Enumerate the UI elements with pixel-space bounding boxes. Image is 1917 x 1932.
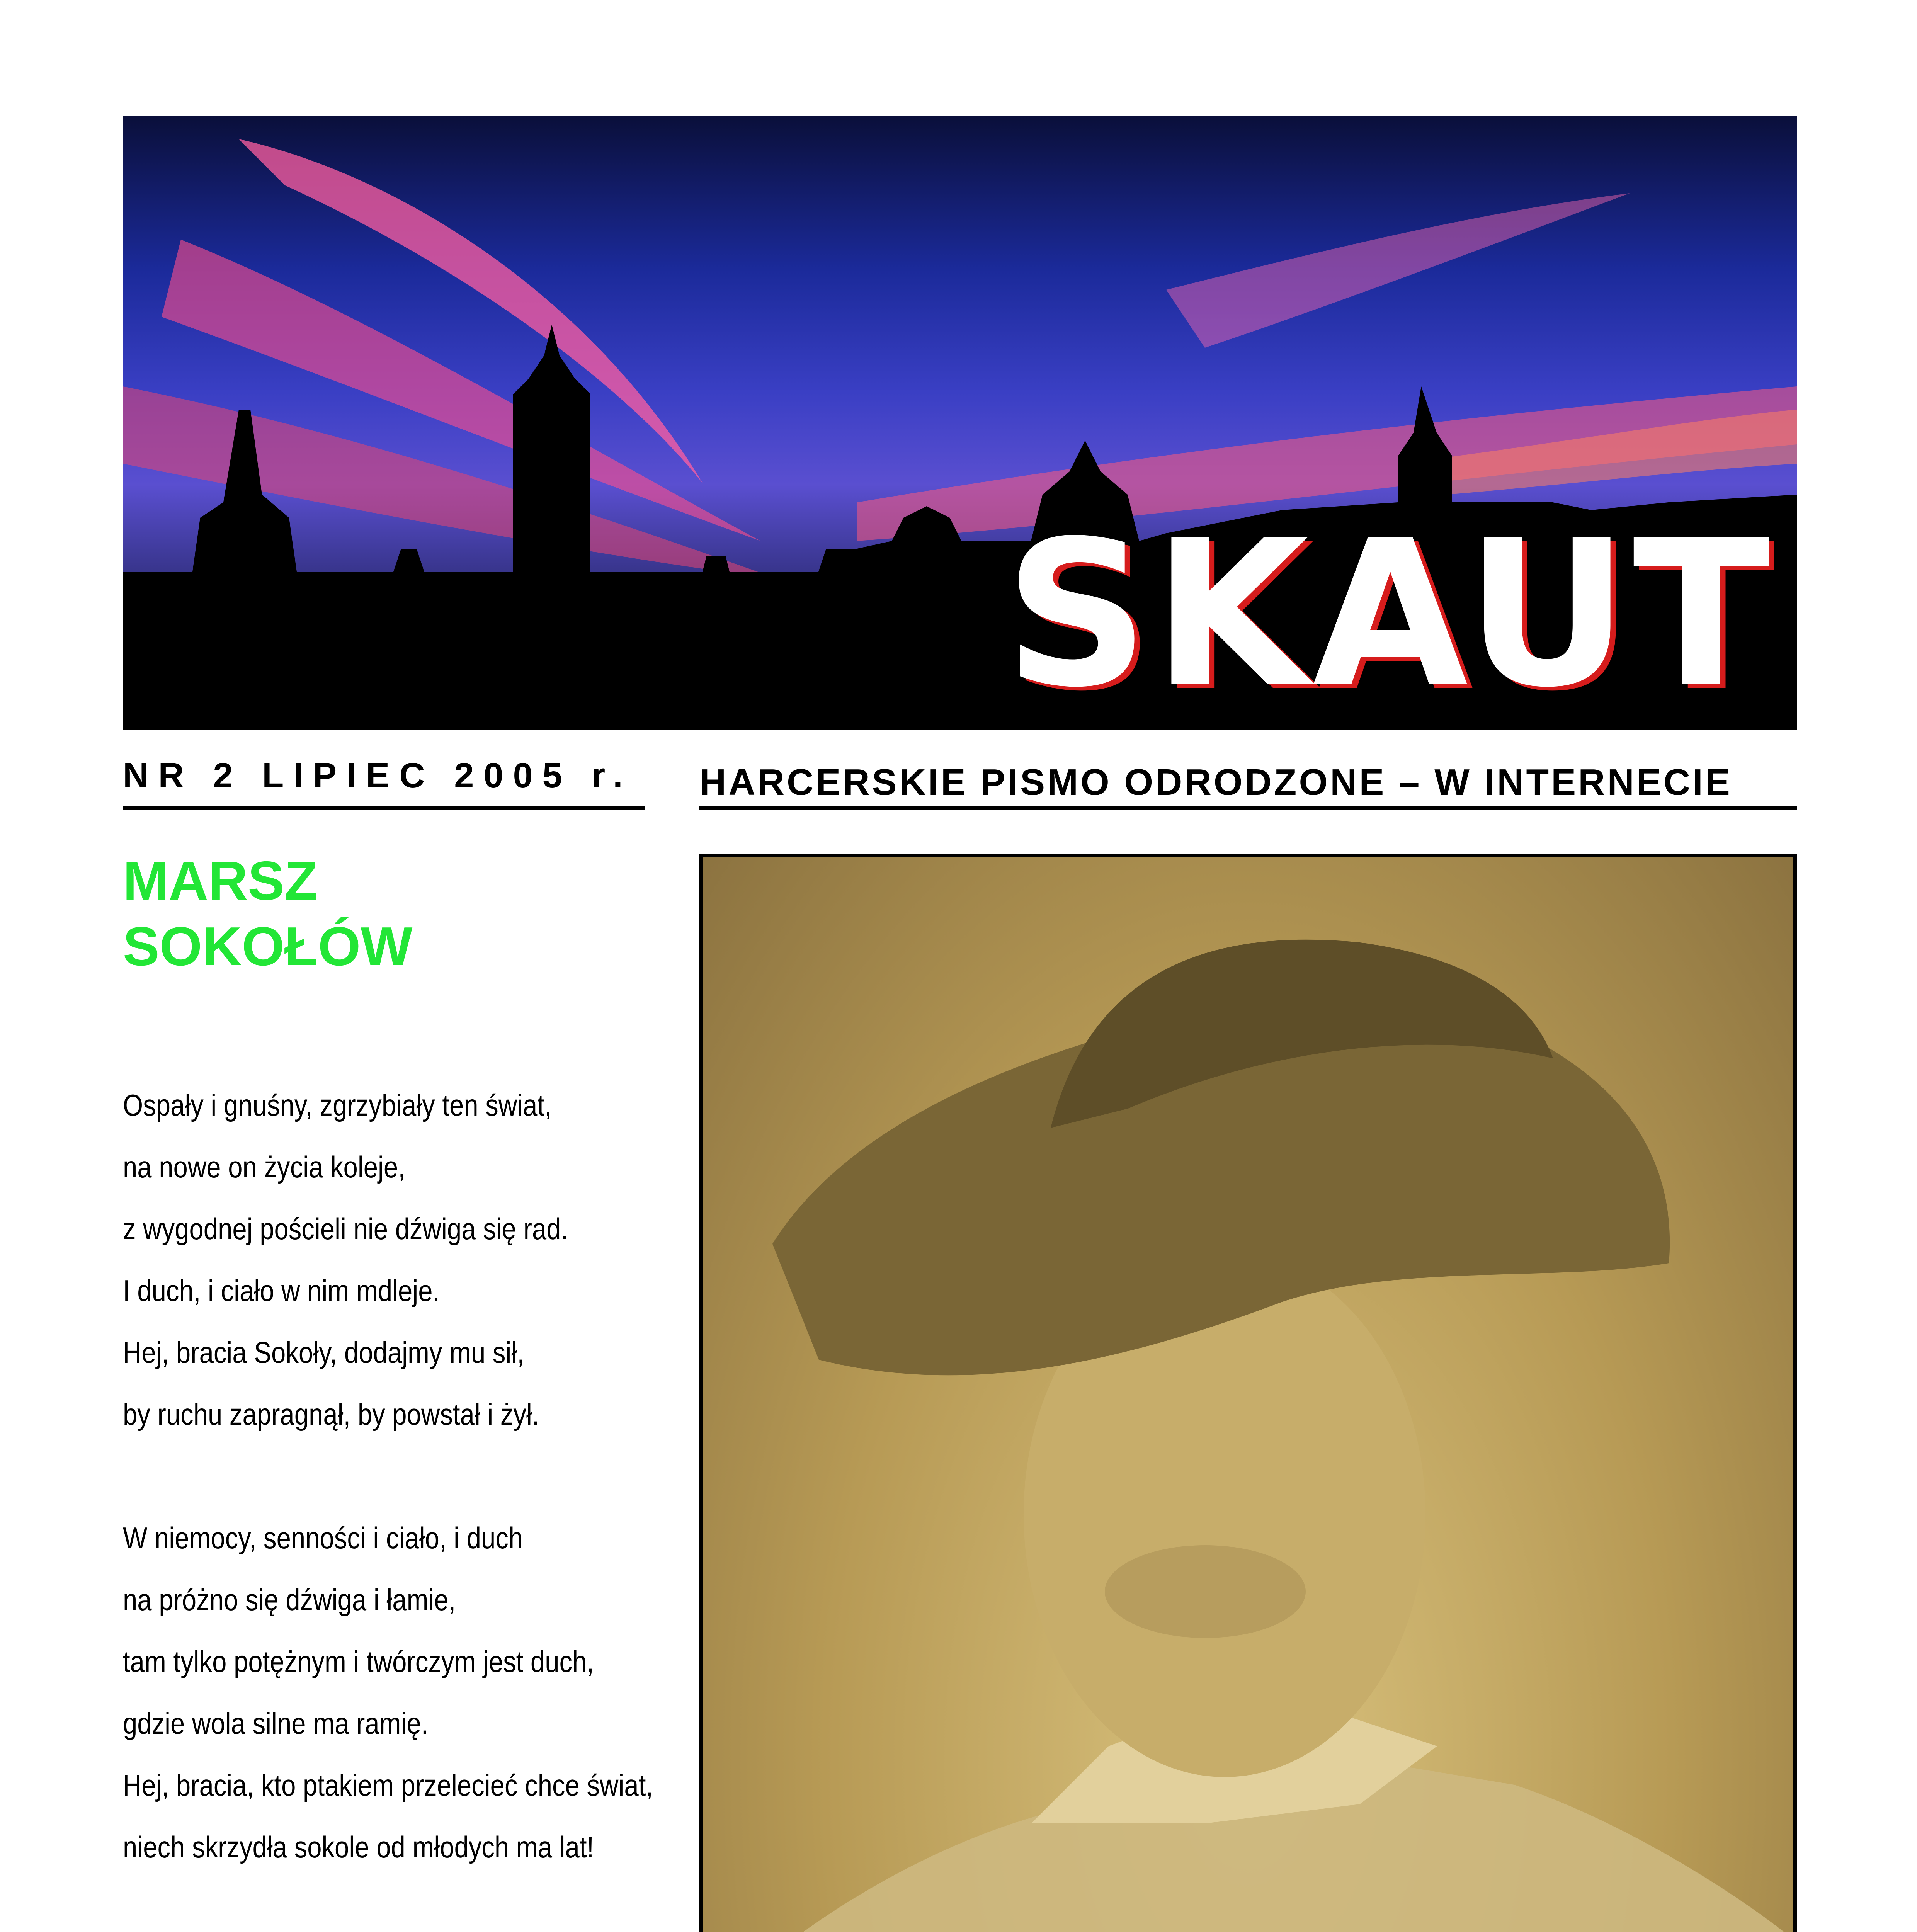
poem-stanza-1 <box>123 1074 615 1445</box>
poem-line: z wygodnej pościeli nie dźwiga się rad. <box>123 1212 568 1246</box>
poem-line: Hej, bracia, kto ptakiem przelecieć chce świat, <box>123 1768 653 1802</box>
issue-info: NR 2 LIPIEC 2005 r. <box>123 756 633 795</box>
poem-line: Ospały i gnuśny, zgrzybiały ten świat, <box>123 1088 552 1122</box>
tagline: HARCERSKIE PISMO ODRODZONE – W INTERNECIE <box>699 762 1732 803</box>
portrait-photo <box>699 854 1797 1932</box>
poem-line: na nowe on życia koleje, <box>123 1150 405 1184</box>
poem-line: by ruchu zapragnął, by powstał i żył. <box>123 1397 539 1431</box>
portrait-image <box>703 857 1793 1932</box>
poem-line: tam tylko potężnym i twórczym jest duch, <box>123 1645 594 1679</box>
issue-rule <box>123 806 645 810</box>
poem-line: na próżno się dźwiga i łamie, <box>123 1583 456 1617</box>
title-line-2: SOKOŁÓW <box>123 916 413 978</box>
poem-line: gdzie wola silne ma ramię. <box>123 1706 429 1740</box>
poem-stanza-2 <box>123 1507 653 1878</box>
poem <box>123 1074 653 1932</box>
poem-line: Hej, bracia Sokoły, dodajmy mu sił, <box>123 1335 524 1369</box>
poem-line: niech skrzydła sokole od młodych ma lat! <box>123 1830 594 1864</box>
tagline-rule <box>699 806 1797 810</box>
magazine-logo: SKAUT <box>1004 497 1774 730</box>
poem-line: W niemocy, senności i ciało, i duch <box>123 1521 523 1555</box>
article-title <box>123 848 664 980</box>
poem-line: I duch, i ciało w nim mdleje. <box>123 1274 440 1308</box>
header-banner <box>123 116 1797 730</box>
title-line-1: MARSZ <box>123 850 318 912</box>
